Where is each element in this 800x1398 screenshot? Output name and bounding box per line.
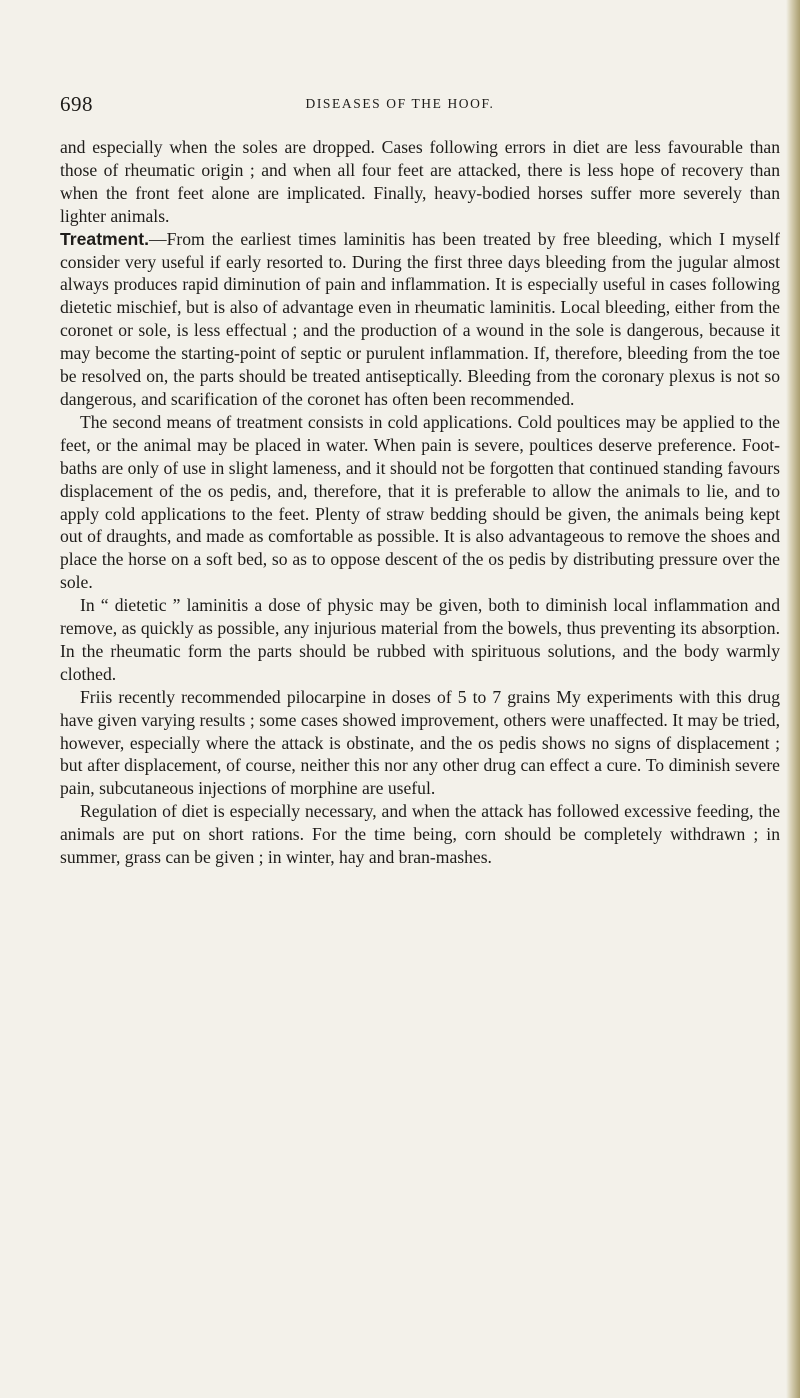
paragraph-1-text: and especially when the soles are dropped. Cases following errors in diet are less favourable than those of rheumatic origin ; and when all four feet are attacked, there is less hope of recovery than when the front feet alone are implicated. Finally, heavy-bodied horses suffer more severely than lighter animals. <box>60 137 780 226</box>
paragraph-1 <box>60 136 780 228</box>
paragraph-3 <box>60 411 780 594</box>
paragraph-5-text: Friis recently recommended pilocarpine in doses of 5 to 7 grains My experiments with this drug have given varying results ; some cases showed improvement, others were unaffected. It may be tried, however, especially where the attack is obstinate, and the os pedis shows no signs of displacement ; but after displacement, of course, neither this nor any other drug can effect a cure. To diminish severe pain, subcutaneous injections of morphine are useful. <box>60 686 780 799</box>
treatment-heading: Treatment. <box>60 228 149 249</box>
paragraph-4 <box>60 594 780 686</box>
paragraph-6-text: Regulation of diet is especially necessary, and when the attack has followed excessive feeding, the animals are put on short rations. For the time being, corn should be completely withdrawn ; in summer, grass can be given ; in winter, hay and bran-mashes. <box>60 801 780 868</box>
paragraph-2 <box>60 228 780 411</box>
paragraph-4-text: In “ dietetic ” laminitis a dose of physic may be given, both to diminish local inflammation and remove, as quickly as possible, any injurious material from the bowels, thus preventing its absorption. In the rheumatic form the parts should be rubbed with spirituous solutions, and the body warmly clothed. <box>60 595 780 684</box>
running-title: DISEASES OF THE HOOF. <box>305 96 495 111</box>
page-number: 698 <box>60 92 93 116</box>
body-text <box>60 136 780 869</box>
paragraph-3-text: The second means of treatment consists in cold applications. Cold poultices may be applied to the feet, or the animal may be placed in water. When pain is severe, poultices deserve preference. Foot-baths are only of use in slight lameness, and it should not be forgotten that continued standing favours displacement of the os pedis, and, therefore, that it is preferable to allow the animals to lie, and to apply cold applications to the feet. Plenty of straw bedding should be given, the animals being kept out of draughts, and made as comfortable as possible. It is also advantageous to remove the shoes and place the horse on a soft bed, so as to oppose descent of the os pedis by distributing pressure over the sole. <box>60 411 780 593</box>
paragraph-6 <box>60 800 780 869</box>
page-edge-shadow <box>786 0 800 1398</box>
paragraph-5 <box>60 686 780 801</box>
paragraph-2-text: —From the earliest times laminitis has been treated by free bleeding, which I myself consider very useful if early resorted to. During the first three days bleeding from the jugular almost always produces rapid diminution of pain and inflammation. It is especially useful in cases following dietetic mischief, but is also of advantage even in rheumatic laminitis. Local bleeding, either from the coronet or sole, is less effectual ; and the production of a wound in the sole is dangerous, because it may become the starting-point of septic or purulent inflammation. If, therefore, bleeding from the toe be resolved on, the parts should be treated antiseptically. Bleeding from the coronary plexus is not so dangerous, and scarification of the coronet has often been recommended. <box>60 228 780 409</box>
